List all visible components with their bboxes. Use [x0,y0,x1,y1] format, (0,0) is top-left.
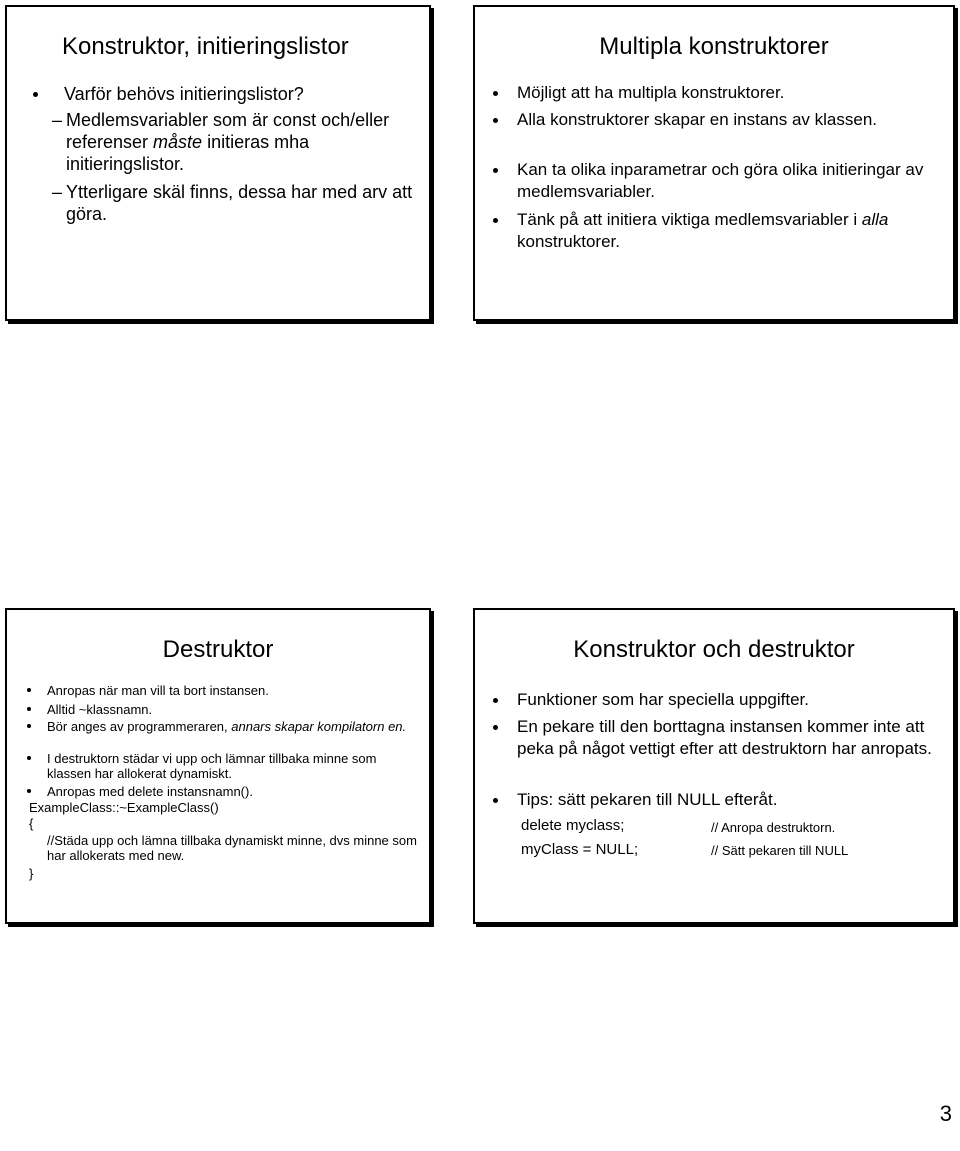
bullet-dot-icon [493,91,498,96]
slide-konstruktor-och-destruktor [473,608,955,924]
slide-konstruktor-initieringslistor [5,5,431,321]
code-comment: //Städa upp och lämna tillbaka dynamiskt minne, dvs minne som har allokerats med new. [47,833,417,863]
bullet-item [27,719,407,734]
code-statement: delete myclass; [521,817,625,834]
bullet-text: Funktioner som har speciella uppgifter. [517,690,809,709]
page-number: 3 [939,1101,952,1126]
emphasis-text: måste [153,132,203,152]
slide-multipla-konstruktorer [473,5,955,321]
bullet-dot-icon [493,218,498,223]
bullet-item [493,109,943,131]
slide-title: Konstruktor och destruktor [573,636,855,663]
slide-title: Destruktor [162,636,274,663]
text-part: initieras mha initieringslistor. [66,132,310,174]
bullet-item [493,716,943,760]
code-line: { [29,816,34,831]
sub-bullet-item [52,181,422,225]
bullet-text: Anropas när man vill ta bort instansen. [47,683,269,698]
bullet-text: Tips: sätt pekaren till NULL efteråt. [517,790,778,809]
bullet-text [517,209,943,253]
bullet-item [27,751,407,781]
bullet-text: Kan ta olika inparametrar och göra olika initieringar av medlemsvariabler. [517,160,924,201]
bullet-dot-icon [493,168,498,173]
bullet-dot-icon [33,92,38,97]
bullet-dot-icon [493,698,498,703]
bullet-item [493,82,943,104]
bullet-text: Anropas med delete instansnamn(). [47,784,253,799]
bullet-item [27,702,407,717]
bullet-text: Möjligt att ha multipla konstruktorer. [517,83,785,102]
bullet-dot-icon [27,789,31,793]
text-part: konstruktorer. [517,232,620,251]
bullet-item [27,784,407,799]
text-part: Tänk på att initiera viktiga medlemsvariabler i [517,210,862,229]
sub-bullet-item [52,109,422,175]
code-statement: myClass = NULL; [521,841,639,858]
bullet-dot-icon [27,756,31,760]
code-line: } [29,866,34,881]
bullet-text: Varför behövs initieringslistor? [64,84,304,104]
bullet-text: Alla konstruktorer skapar en instans av klassen. [517,110,878,129]
bullet-dot-icon [27,707,31,711]
bullet-dot-icon [493,118,498,123]
dash-icon: – [52,110,63,130]
slide-destruktor [5,608,431,924]
code-comment: // Anropa destruktorn. [711,820,836,835]
bullet-item [493,209,943,253]
text-part: Bör anges av programmeraren, [47,719,232,734]
sub-bullet-text: Ytterligare skäl finns, dessa har med arv att göra. [66,182,413,224]
bullet-text: I destruktorn städar vi upp och lämnar tillbaka minne som klassen har allokerat dynamiskt. [47,751,377,781]
code-comment: // Sätt pekaren till NULL [711,843,849,858]
slide-title: Multipla konstruktorer [599,33,829,60]
bullet-item [33,83,413,105]
emphasis-text: annars skapar kompilatorn en. [231,719,407,734]
bullet-dot-icon [493,798,498,803]
bullet-dot-icon [493,725,498,730]
bullet-dot-icon [27,688,31,692]
bullet-item [493,689,943,711]
bullet-dot-icon [27,724,31,728]
bullet-text [47,719,407,734]
code-line: ExampleClass::~ExampleClass() [29,800,219,815]
dash-icon: – [52,182,63,202]
bullet-text: En pekare till den borttagna instansen kommer inte att peka på något vettigt efter att destruktorn har anropats. [517,717,932,758]
slide-title: Konstruktor, initieringslistor [62,33,349,60]
emphasis-text: alla [861,210,889,229]
bullet-text: Alltid ~klassnamn. [47,702,153,717]
bullet-item [493,159,943,203]
bullet-item [27,683,407,698]
text-part: Medlemsvariabler som är const och/eller referenser [66,110,390,152]
bullet-item [493,789,943,811]
sub-bullet-text [66,109,422,175]
